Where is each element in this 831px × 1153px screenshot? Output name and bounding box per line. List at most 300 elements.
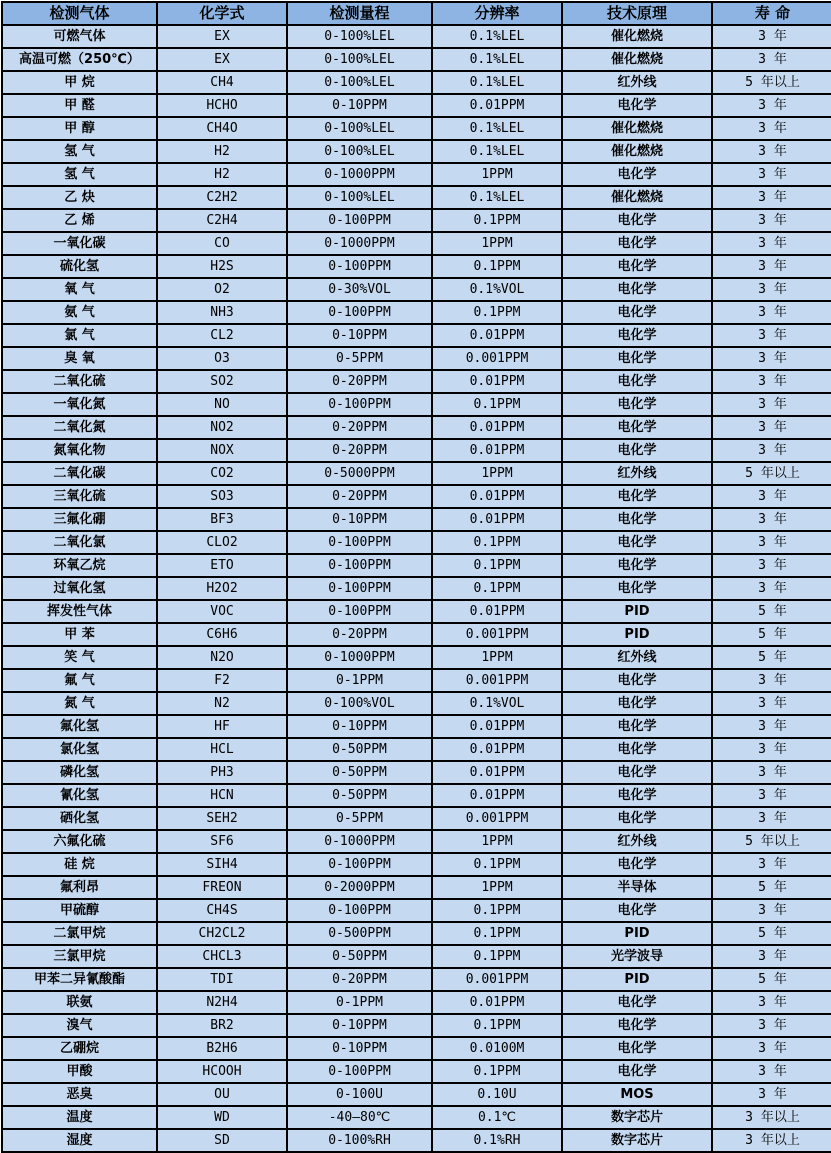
- table-row: [2, 554, 831, 577]
- cell-chemical-formula: CO: [157, 232, 287, 255]
- cell-chemical-formula: CH4: [157, 71, 287, 94]
- cell-technical-principle: PID: [562, 968, 712, 991]
- table-row: [2, 117, 831, 140]
- cell-detection-range: 0-100PPM: [287, 554, 432, 577]
- table-row: [2, 1083, 831, 1106]
- cell-chemical-formula: H2O2: [157, 577, 287, 600]
- cell-detection-range: 0-100PPM: [287, 255, 432, 278]
- cell-resolution: 0.001PPM: [432, 968, 562, 991]
- cell-technical-principle: 电化学: [562, 393, 712, 416]
- cell-chemical-formula: CL2: [157, 324, 287, 347]
- cell-detection-range: 0-20PPM: [287, 416, 432, 439]
- cell-technical-principle: 电化学: [562, 278, 712, 301]
- cell-technical-principle: 电化学: [562, 416, 712, 439]
- cell-resolution: 0.01PPM: [432, 370, 562, 393]
- cell-chemical-formula: CHCL3: [157, 945, 287, 968]
- cell-technical-principle: 电化学: [562, 899, 712, 922]
- cell-detection-range: 0-100%LEL: [287, 140, 432, 163]
- table-row: [2, 439, 831, 462]
- cell-gas-name: 氧 气: [2, 278, 157, 301]
- cell-chemical-formula: OU: [157, 1083, 287, 1106]
- cell-chemical-formula: TDI: [157, 968, 287, 991]
- cell-technical-principle: 电化学: [562, 163, 712, 186]
- cell-detection-range: 0-1000PPM: [287, 163, 432, 186]
- cell-gas-name: 甲硫醇: [2, 899, 157, 922]
- cell-gas-name: 硅 烷: [2, 853, 157, 876]
- cell-chemical-formula: HCN: [157, 784, 287, 807]
- cell-resolution: 0.01PPM: [432, 715, 562, 738]
- cell-detection-range: 0-10PPM: [287, 715, 432, 738]
- cell-chemical-formula: EX: [157, 25, 287, 48]
- cell-lifespan: 3 年: [712, 738, 831, 761]
- table-row: [2, 1106, 831, 1129]
- cell-detection-range: 0-100PPM: [287, 853, 432, 876]
- cell-gas-name: 笑 气: [2, 646, 157, 669]
- cell-lifespan: 5 年以上: [712, 462, 831, 485]
- cell-detection-range: 0-20PPM: [287, 623, 432, 646]
- cell-lifespan: 3 年: [712, 393, 831, 416]
- cell-detection-range: 0-5PPM: [287, 807, 432, 830]
- table-row: [2, 830, 831, 853]
- cell-gas-name: 三氯甲烷: [2, 945, 157, 968]
- cell-chemical-formula: N2H4: [157, 991, 287, 1014]
- cell-chemical-formula: SD: [157, 1129, 287, 1152]
- table-row: [2, 600, 831, 623]
- cell-gas-name: 氟 气: [2, 669, 157, 692]
- cell-chemical-formula: H2: [157, 163, 287, 186]
- cell-gas-name: 一氧化碳: [2, 232, 157, 255]
- cell-technical-principle: 电化学: [562, 1014, 712, 1037]
- cell-lifespan: 3 年: [712, 807, 831, 830]
- cell-technical-principle: 电化学: [562, 209, 712, 232]
- cell-resolution: 0.01PPM: [432, 324, 562, 347]
- cell-detection-range: 0-1000PPM: [287, 646, 432, 669]
- cell-gas-name: 可燃气体: [2, 25, 157, 48]
- cell-resolution: 0.1%LEL: [432, 117, 562, 140]
- cell-resolution: 0.10U: [432, 1083, 562, 1106]
- cell-chemical-formula: NO2: [157, 416, 287, 439]
- cell-lifespan: 3 年: [712, 117, 831, 140]
- cell-lifespan: 5 年以上: [712, 71, 831, 94]
- table-row: [2, 232, 831, 255]
- cell-detection-range: 0-100PPM: [287, 393, 432, 416]
- cell-gas-name: 氰化氢: [2, 784, 157, 807]
- cell-gas-name: 臭 氧: [2, 347, 157, 370]
- cell-chemical-formula: CH4O: [157, 117, 287, 140]
- cell-technical-principle: 电化学: [562, 807, 712, 830]
- column-header-chemical-formula: 化学式: [157, 2, 287, 25]
- cell-chemical-formula: SO3: [157, 485, 287, 508]
- cell-resolution: 0.01PPM: [432, 439, 562, 462]
- cell-chemical-formula: H2: [157, 140, 287, 163]
- cell-lifespan: 3 年: [712, 531, 831, 554]
- table-row: [2, 577, 831, 600]
- cell-gas-name: 乙硼烷: [2, 1037, 157, 1060]
- table-row: [2, 71, 831, 94]
- cell-detection-range: 0-10PPM: [287, 508, 432, 531]
- cell-resolution: 0.1PPM: [432, 209, 562, 232]
- table-row: [2, 922, 831, 945]
- cell-gas-name: 氮 气: [2, 692, 157, 715]
- cell-lifespan: 3 年: [712, 255, 831, 278]
- cell-detection-range: 0-2000PPM: [287, 876, 432, 899]
- cell-detection-range: 0-100%LEL: [287, 117, 432, 140]
- cell-gas-name: 甲 醇: [2, 117, 157, 140]
- cell-resolution: 1PPM: [432, 462, 562, 485]
- cell-resolution: 0.1PPM: [432, 255, 562, 278]
- cell-detection-range: 0-100%LEL: [287, 25, 432, 48]
- cell-gas-name: 氨 气: [2, 301, 157, 324]
- table-row: [2, 991, 831, 1014]
- cell-detection-range: 0-5PPM: [287, 347, 432, 370]
- cell-detection-range: 0-10PPM: [287, 94, 432, 117]
- cell-technical-principle: 电化学: [562, 761, 712, 784]
- column-header-lifespan: 寿 命: [712, 2, 831, 25]
- table-row: [2, 738, 831, 761]
- cell-chemical-formula: N2O: [157, 646, 287, 669]
- cell-technical-principle: 红外线: [562, 646, 712, 669]
- cell-lifespan: 3 年: [712, 508, 831, 531]
- cell-detection-range: 0-20PPM: [287, 370, 432, 393]
- cell-lifespan: 3 年: [712, 25, 831, 48]
- table-row: [2, 209, 831, 232]
- cell-chemical-formula: NH3: [157, 301, 287, 324]
- cell-resolution: 0.01PPM: [432, 416, 562, 439]
- cell-lifespan: 3 年: [712, 715, 831, 738]
- table-row: [2, 508, 831, 531]
- cell-detection-range: 0-10PPM: [287, 324, 432, 347]
- cell-chemical-formula: C6H6: [157, 623, 287, 646]
- cell-detection-range: 0-100%LEL: [287, 48, 432, 71]
- cell-resolution: 0.001PPM: [432, 807, 562, 830]
- cell-lifespan: 3 年: [712, 232, 831, 255]
- cell-resolution: 0.01PPM: [432, 94, 562, 117]
- cell-lifespan: 3 年: [712, 1083, 831, 1106]
- cell-resolution: 0.01PPM: [432, 784, 562, 807]
- cell-detection-range: 0-50PPM: [287, 738, 432, 761]
- cell-resolution: 0.01PPM: [432, 485, 562, 508]
- cell-technical-principle: PID: [562, 623, 712, 646]
- cell-gas-name: 二氧化氮: [2, 416, 157, 439]
- table-row: [2, 692, 831, 715]
- cell-lifespan: 3 年: [712, 554, 831, 577]
- cell-detection-range: 0-100%VOL: [287, 692, 432, 715]
- cell-detection-range: 0-20PPM: [287, 439, 432, 462]
- cell-lifespan: 5 年以上: [712, 830, 831, 853]
- cell-detection-range: 0-20PPM: [287, 968, 432, 991]
- cell-detection-range: 0-50PPM: [287, 761, 432, 784]
- cell-detection-range: 0-10PPM: [287, 1037, 432, 1060]
- cell-lifespan: 3 年: [712, 347, 831, 370]
- table-row: [2, 761, 831, 784]
- table-row: [2, 278, 831, 301]
- cell-lifespan: 3 年: [712, 991, 831, 1014]
- cell-detection-range: 0-100PPM: [287, 600, 432, 623]
- cell-detection-range: 0-100%LEL: [287, 186, 432, 209]
- cell-resolution: 0.01PPM: [432, 738, 562, 761]
- cell-technical-principle: PID: [562, 600, 712, 623]
- table-row: [2, 301, 831, 324]
- cell-gas-name: 甲苯二异氰酸酯: [2, 968, 157, 991]
- cell-gas-name: 溴气: [2, 1014, 157, 1037]
- cell-resolution: 0.001PPM: [432, 669, 562, 692]
- cell-chemical-formula: B2H6: [157, 1037, 287, 1060]
- cell-gas-name: 湿度: [2, 1129, 157, 1152]
- cell-chemical-formula: C2H2: [157, 186, 287, 209]
- cell-resolution: 0.01PPM: [432, 508, 562, 531]
- cell-detection-range: 0-100PPM: [287, 301, 432, 324]
- cell-chemical-formula: SF6: [157, 830, 287, 853]
- cell-resolution: 0.1PPM: [432, 899, 562, 922]
- table-row: [2, 669, 831, 692]
- cell-gas-name: 二氯甲烷: [2, 922, 157, 945]
- table-row: [2, 324, 831, 347]
- cell-technical-principle: 电化学: [562, 784, 712, 807]
- table-row: [2, 807, 831, 830]
- cell-lifespan: 3 年: [712, 416, 831, 439]
- cell-technical-principle: 红外线: [562, 462, 712, 485]
- cell-gas-name: 二氧化硫: [2, 370, 157, 393]
- cell-gas-name: 三氟化硼: [2, 508, 157, 531]
- cell-resolution: 0.1PPM: [432, 393, 562, 416]
- cell-resolution: 0.1PPM: [432, 554, 562, 577]
- cell-detection-range: 0-100PPM: [287, 531, 432, 554]
- cell-technical-principle: 催化燃烧: [562, 186, 712, 209]
- cell-detection-range: 0-100PPM: [287, 1060, 432, 1083]
- cell-chemical-formula: SEH2: [157, 807, 287, 830]
- cell-resolution: 0.1PPM: [432, 853, 562, 876]
- cell-lifespan: 3 年: [712, 485, 831, 508]
- table-header-row: [2, 2, 831, 25]
- table-row: [2, 255, 831, 278]
- cell-detection-range: 0-1PPM: [287, 669, 432, 692]
- cell-resolution: 1PPM: [432, 232, 562, 255]
- cell-detection-range: 0-1PPM: [287, 991, 432, 1014]
- cell-technical-principle: 数字芯片: [562, 1129, 712, 1152]
- table-row: [2, 899, 831, 922]
- cell-lifespan: 3 年以上: [712, 1106, 831, 1129]
- cell-chemical-formula: N2: [157, 692, 287, 715]
- table-row: [2, 531, 831, 554]
- cell-lifespan: 5 年: [712, 922, 831, 945]
- cell-chemical-formula: CO2: [157, 462, 287, 485]
- cell-detection-range: 0-5000PPM: [287, 462, 432, 485]
- cell-technical-principle: 催化燃烧: [562, 117, 712, 140]
- cell-gas-name: 磷化氢: [2, 761, 157, 784]
- cell-resolution: 0.1%LEL: [432, 186, 562, 209]
- cell-lifespan: 3 年: [712, 324, 831, 347]
- cell-detection-range: -40—80℃: [287, 1106, 432, 1129]
- table-row: [2, 623, 831, 646]
- cell-technical-principle: 电化学: [562, 669, 712, 692]
- cell-chemical-formula: SO2: [157, 370, 287, 393]
- cell-resolution: 0.001PPM: [432, 623, 562, 646]
- cell-technical-principle: 催化燃烧: [562, 48, 712, 71]
- cell-technical-principle: 半导体: [562, 876, 712, 899]
- table-row: [2, 853, 831, 876]
- cell-chemical-formula: C2H4: [157, 209, 287, 232]
- table-row: [2, 876, 831, 899]
- cell-lifespan: 3 年: [712, 163, 831, 186]
- cell-resolution: 0.1PPM: [432, 301, 562, 324]
- table-row: [2, 1060, 831, 1083]
- cell-chemical-formula: EX: [157, 48, 287, 71]
- cell-gas-name: 六氟化硫: [2, 830, 157, 853]
- cell-gas-name: 环氧乙烷: [2, 554, 157, 577]
- cell-lifespan: 5 年: [712, 968, 831, 991]
- cell-lifespan: 5 年: [712, 876, 831, 899]
- cell-lifespan: 3 年: [712, 1060, 831, 1083]
- cell-resolution: 0.1PPM: [432, 1014, 562, 1037]
- cell-resolution: 1PPM: [432, 646, 562, 669]
- cell-lifespan: 3 年: [712, 370, 831, 393]
- cell-chemical-formula: CLO2: [157, 531, 287, 554]
- cell-gas-name: 硫化氢: [2, 255, 157, 278]
- cell-technical-principle: 电化学: [562, 324, 712, 347]
- cell-detection-range: 0-50PPM: [287, 784, 432, 807]
- cell-lifespan: 3 年: [712, 853, 831, 876]
- cell-lifespan: 3 年: [712, 899, 831, 922]
- cell-resolution: 0.01PPM: [432, 991, 562, 1014]
- cell-gas-name: 氟利昂: [2, 876, 157, 899]
- cell-lifespan: 3 年: [712, 1037, 831, 1060]
- cell-resolution: 1PPM: [432, 876, 562, 899]
- cell-resolution: 1PPM: [432, 830, 562, 853]
- cell-technical-principle: 催化燃烧: [562, 140, 712, 163]
- cell-lifespan: 3 年以上: [712, 1129, 831, 1152]
- cell-lifespan: 3 年: [712, 140, 831, 163]
- cell-chemical-formula: BF3: [157, 508, 287, 531]
- cell-technical-principle: 电化学: [562, 715, 712, 738]
- cell-gas-name: 过氧化氢: [2, 577, 157, 600]
- table-row: [2, 416, 831, 439]
- cell-detection-range: 0-500PPM: [287, 922, 432, 945]
- table-row: [2, 94, 831, 117]
- cell-gas-name: 乙 炔: [2, 186, 157, 209]
- cell-resolution: 0.001PPM: [432, 347, 562, 370]
- cell-gas-name: 氟化氢: [2, 715, 157, 738]
- cell-gas-name: 氢 气: [2, 163, 157, 186]
- cell-gas-name: 氯 气: [2, 324, 157, 347]
- cell-detection-range: 0-100%LEL: [287, 71, 432, 94]
- cell-technical-principle: 电化学: [562, 531, 712, 554]
- cell-lifespan: 3 年: [712, 669, 831, 692]
- cell-gas-name: 三氧化硫: [2, 485, 157, 508]
- cell-chemical-formula: NOX: [157, 439, 287, 462]
- cell-technical-principle: 电化学: [562, 738, 712, 761]
- cell-gas-name: 甲 醛: [2, 94, 157, 117]
- cell-technical-principle: 电化学: [562, 1037, 712, 1060]
- cell-gas-name: 二氧化碳: [2, 462, 157, 485]
- cell-lifespan: 3 年: [712, 577, 831, 600]
- table-row: [2, 370, 831, 393]
- table-row: [2, 968, 831, 991]
- cell-detection-range: 0-1000PPM: [287, 830, 432, 853]
- cell-chemical-formula: HF: [157, 715, 287, 738]
- cell-lifespan: 3 年: [712, 784, 831, 807]
- cell-chemical-formula: HCL: [157, 738, 287, 761]
- table-row: [2, 1014, 831, 1037]
- cell-gas-name: 二氧化氯: [2, 531, 157, 554]
- cell-detection-range: 0-100U: [287, 1083, 432, 1106]
- cell-lifespan: 5 年: [712, 646, 831, 669]
- cell-technical-principle: 电化学: [562, 508, 712, 531]
- table-body: [2, 25, 831, 1152]
- cell-technical-principle: 电化学: [562, 94, 712, 117]
- cell-gas-name: 氮氧化物: [2, 439, 157, 462]
- cell-technical-principle: 电化学: [562, 255, 712, 278]
- cell-resolution: 0.1℃: [432, 1106, 562, 1129]
- cell-resolution: 0.01PPM: [432, 600, 562, 623]
- cell-chemical-formula: O3: [157, 347, 287, 370]
- cell-resolution: 0.1PPM: [432, 945, 562, 968]
- cell-lifespan: 3 年: [712, 945, 831, 968]
- cell-lifespan: 3 年: [712, 692, 831, 715]
- cell-technical-principle: MOS: [562, 1083, 712, 1106]
- cell-technical-principle: 催化燃烧: [562, 25, 712, 48]
- cell-technical-principle: 电化学: [562, 347, 712, 370]
- table-row: [2, 163, 831, 186]
- cell-technical-principle: 数字芯片: [562, 1106, 712, 1129]
- table-row: [2, 25, 831, 48]
- cell-gas-name: 一氧化氮: [2, 393, 157, 416]
- table-row: [2, 485, 831, 508]
- cell-chemical-formula: SIH4: [157, 853, 287, 876]
- cell-chemical-formula: FREON: [157, 876, 287, 899]
- cell-chemical-formula: BR2: [157, 1014, 287, 1037]
- gas-sensor-spec-table: [1, 1, 831, 1153]
- cell-chemical-formula: O2: [157, 278, 287, 301]
- cell-resolution: 0.0100M: [432, 1037, 562, 1060]
- cell-resolution: 0.01PPM: [432, 761, 562, 784]
- table-row: [2, 1037, 831, 1060]
- cell-technical-principle: 电化学: [562, 232, 712, 255]
- cell-gas-name: 甲酸: [2, 1060, 157, 1083]
- cell-resolution: 0.1PPM: [432, 922, 562, 945]
- cell-lifespan: 3 年: [712, 761, 831, 784]
- cell-technical-principle: 电化学: [562, 439, 712, 462]
- cell-resolution: 1PPM: [432, 163, 562, 186]
- table-row: [2, 1129, 831, 1152]
- cell-lifespan: 3 年: [712, 1014, 831, 1037]
- column-header-technical-principle: 技术原理: [562, 2, 712, 25]
- cell-chemical-formula: ETO: [157, 554, 287, 577]
- cell-resolution: 0.1%LEL: [432, 48, 562, 71]
- column-header-detection-range: 检测量程: [287, 2, 432, 25]
- cell-gas-name: 乙 烯: [2, 209, 157, 232]
- cell-technical-principle: 电化学: [562, 301, 712, 324]
- cell-gas-name: 甲 苯: [2, 623, 157, 646]
- cell-detection-range: 0-100PPM: [287, 209, 432, 232]
- cell-chemical-formula: HCOOH: [157, 1060, 287, 1083]
- cell-technical-principle: 电化学: [562, 692, 712, 715]
- cell-chemical-formula: HCHO: [157, 94, 287, 117]
- cell-technical-principle: 电化学: [562, 577, 712, 600]
- cell-resolution: 0.1PPM: [432, 577, 562, 600]
- cell-detection-range: 0-20PPM: [287, 485, 432, 508]
- cell-detection-range: 0-1000PPM: [287, 232, 432, 255]
- cell-technical-principle: 红外线: [562, 71, 712, 94]
- cell-lifespan: 3 年: [712, 209, 831, 232]
- cell-lifespan: 3 年: [712, 278, 831, 301]
- cell-gas-name: 联氨: [2, 991, 157, 1014]
- table-row: [2, 646, 831, 669]
- cell-technical-principle: 电化学: [562, 853, 712, 876]
- table-row: [2, 140, 831, 163]
- cell-technical-principle: 电化学: [562, 554, 712, 577]
- cell-gas-name: 氢 气: [2, 140, 157, 163]
- cell-chemical-formula: NO: [157, 393, 287, 416]
